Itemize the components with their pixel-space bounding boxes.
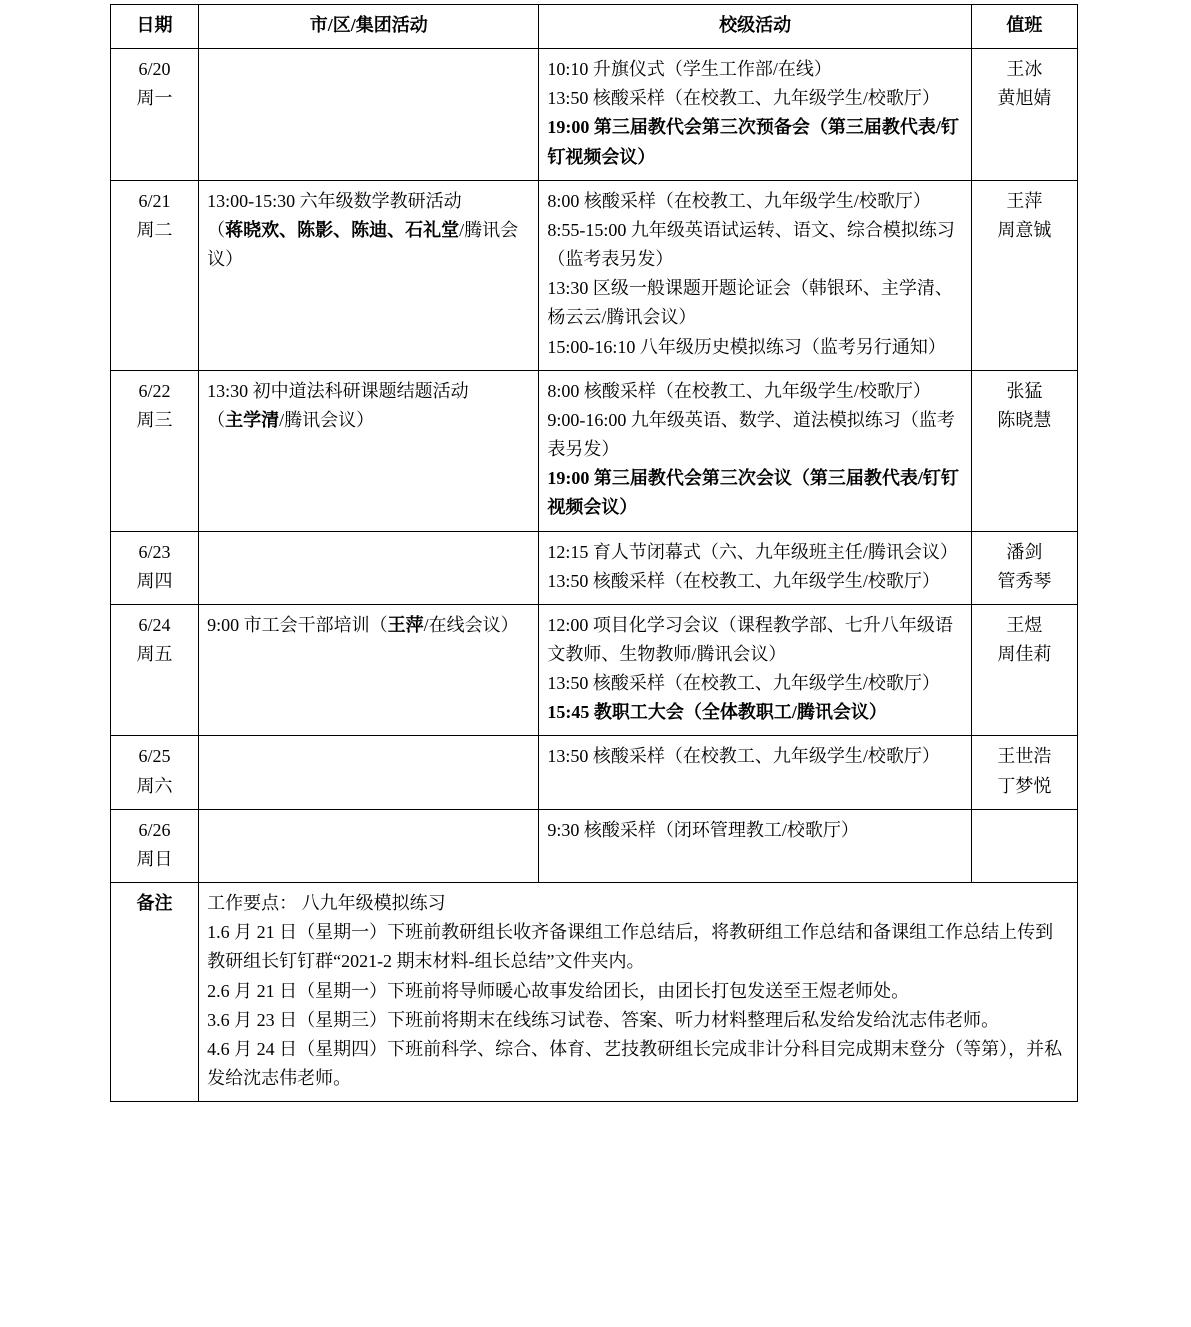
school-activity-cell <box>539 370 971 531</box>
activity-line: 12:15 育人节闭幕式（六、九年级班主任/腾讯会议） <box>547 541 958 562</box>
row-date <box>111 180 199 370</box>
column-header-school-activity: 校级活动 <box>539 5 971 49</box>
city-activity-cell <box>199 370 539 531</box>
school-activity-cell <box>539 604 971 736</box>
date-value: 6/21 <box>138 190 171 211</box>
notes-line: 工作要点： 八九年级模拟练习 <box>207 893 446 914</box>
notes-line: 4.6 月 24 日（星期四）下班前科学、综合、体育、艺技教研组长完成非计分科目完成期末登分（等第），并私发给沈志伟老师。 <box>207 1038 1063 1088</box>
weekday-value: 周四 <box>136 570 173 591</box>
activity-line: 13:50 核酸采样（在校教工、九年级学生/校歌厅） <box>547 570 940 591</box>
activity-line: 9:00 市工会干部培训（王萍/在线会议） <box>207 614 519 635</box>
city-activity-cell <box>199 604 539 736</box>
emphasis-person-name: 蒋晓欢、陈影、陈迪、石礼堂 <box>225 219 460 240</box>
duty-cell <box>971 809 1077 882</box>
weekday-value: 周日 <box>136 848 173 869</box>
table-row <box>111 736 1078 809</box>
weekday-value: 周三 <box>136 409 173 430</box>
weekday-value: 周五 <box>136 643 173 664</box>
row-date <box>111 531 199 604</box>
weekday-value: 周一 <box>136 88 173 109</box>
school-activity-cell <box>539 809 971 882</box>
duty-cell <box>971 736 1077 809</box>
activity-line: 10:10 升旗仪式（学生工作部/在线） <box>547 59 832 80</box>
table-row <box>111 531 1078 604</box>
activity-line: 19:00 第三届教代会第三次预备会（第三届教代表/钉钉视频会议） <box>547 117 959 167</box>
school-activity-cell <box>539 736 971 809</box>
city-activity-cell <box>199 180 539 370</box>
row-date <box>111 736 199 809</box>
city-activity-cell <box>199 531 539 604</box>
duty-person: 周意铖 <box>997 219 1052 240</box>
weekday-value: 周二 <box>136 219 173 240</box>
activity-line: （蒋晓欢、陈影、陈迪、石礼堂/腾讯会议） <box>207 219 519 270</box>
duty-person: 丁梦悦 <box>997 775 1052 796</box>
emphasis-person-name: 王萍 <box>387 614 424 635</box>
duty-person: 管秀琴 <box>997 570 1052 591</box>
activity-line: 8:00 核酸采样（在校教工、九年级学生/校歌厅） <box>547 380 931 401</box>
activity-line: 12:00 项目化学习会议（课程教学部、七升八年级语文教师、生物教师/腾讯会议） <box>547 614 953 664</box>
table-row <box>111 809 1078 882</box>
activity-line: 13:30 区级一般课题开题论证会（韩银环、主学清、杨云云/腾讯会议） <box>547 278 953 328</box>
activity-line: 9:00-16:00 九年级英语、数学、道法模拟练习（监考表另发） <box>547 409 955 460</box>
activity-line: 15:45 教职工大会（全体教职工/腾讯会议） <box>547 702 887 723</box>
duty-person: 周佳莉 <box>997 643 1052 664</box>
duty-person: 黄旭婧 <box>997 88 1052 109</box>
table-row <box>111 370 1078 531</box>
emphasis-person-name: 主学清 <box>225 409 280 430</box>
notes-line: 2.6 月 21 日（星期一）下班前将导师暖心故事发给团长，由团长打包发送至王煜老师处。 <box>207 980 910 1001</box>
school-activity-cell <box>539 531 971 604</box>
date-value: 6/22 <box>138 380 171 401</box>
notes-line: 1.6 月 21 日（星期一）下班前教研组长收齐备课组工作总结后，将教研组工作总结和备课组工作总结上传到教研组长钉钉群“2021-2 期末材料-组长总结”文件夹内。 <box>207 922 1054 972</box>
row-date <box>111 604 199 736</box>
activity-line: 13:00-15:30 六年级数学教研活动 <box>207 190 462 211</box>
date-value: 6/24 <box>138 614 171 635</box>
date-value: 6/23 <box>138 541 171 562</box>
date-value: 6/20 <box>138 59 171 80</box>
activity-line: 13:50 核酸采样（在校教工、九年级学生/校歌厅） <box>547 88 940 109</box>
duty-person: 王冰 <box>1006 59 1043 80</box>
duty-cell <box>971 604 1077 736</box>
row-date <box>111 809 199 882</box>
duty-cell <box>971 531 1077 604</box>
table-header-row <box>111 5 1078 49</box>
column-header-date: 日期 <box>111 5 199 49</box>
activity-line: 8:00 核酸采样（在校教工、九年级学生/校歌厅） <box>547 190 931 211</box>
table-row <box>111 49 1078 181</box>
activity-line: 19:00 第三届教代会第三次会议（第三届教代表/钉钉视频会议） <box>547 468 959 518</box>
duty-person: 王世浩 <box>997 746 1052 767</box>
table-header <box>111 5 1078 49</box>
school-activity-cell <box>539 49 971 181</box>
weekday-value: 周六 <box>136 775 173 796</box>
activity-line: 13:50 核酸采样（在校教工、九年级学生/校歌厅） <box>547 746 940 767</box>
activity-line: 15:00-16:10 八年级历史模拟练习（监考另行通知） <box>547 336 946 357</box>
date-value: 6/25 <box>138 746 171 767</box>
table-row <box>111 604 1078 736</box>
duty-cell <box>971 180 1077 370</box>
activity-line: （主学清/腾讯会议） <box>207 409 375 430</box>
city-activity-cell <box>199 736 539 809</box>
duty-cell <box>971 370 1077 531</box>
row-date <box>111 49 199 181</box>
activity-line: 8:55-15:00 九年级英语试运转、语文、综合模拟练习（监考表另发） <box>547 219 955 270</box>
notes-body <box>199 883 1078 1102</box>
column-header-duty: 值班 <box>971 5 1077 49</box>
weekly-schedule-table <box>110 4 1078 1102</box>
duty-person: 王萍 <box>1006 190 1043 211</box>
school-activity-cell <box>539 180 971 370</box>
duty-person: 陈晓慧 <box>997 409 1052 430</box>
city-activity-cell <box>199 809 539 882</box>
table-body <box>111 49 1078 1102</box>
duty-cell <box>971 49 1077 181</box>
city-activity-cell <box>199 49 539 181</box>
activity-line: 13:50 核酸采样（在校教工、九年级学生/校歌厅） <box>547 673 940 694</box>
column-header-city-activity: 市/区/集团活动 <box>199 5 539 49</box>
activity-line: 9:30 核酸采样（闭环管理教工/校歌厅） <box>547 819 859 840</box>
date-value: 6/26 <box>138 819 171 840</box>
duty-person: 王煜 <box>1006 614 1043 635</box>
notes-label: 备注 <box>111 883 199 1102</box>
duty-person: 潘剑 <box>1006 541 1043 562</box>
table-row <box>111 180 1078 370</box>
duty-person: 张猛 <box>1006 380 1043 401</box>
notes-row <box>111 883 1078 1102</box>
row-date <box>111 370 199 531</box>
notes-line: 3.6 月 23 日（星期三）下班前将期末在线练习试卷、答案、听力材料整理后私发给发给沈志伟老师。 <box>207 1009 1000 1030</box>
activity-line: 13:30 初中道法科研课题结题活动 <box>207 380 469 401</box>
